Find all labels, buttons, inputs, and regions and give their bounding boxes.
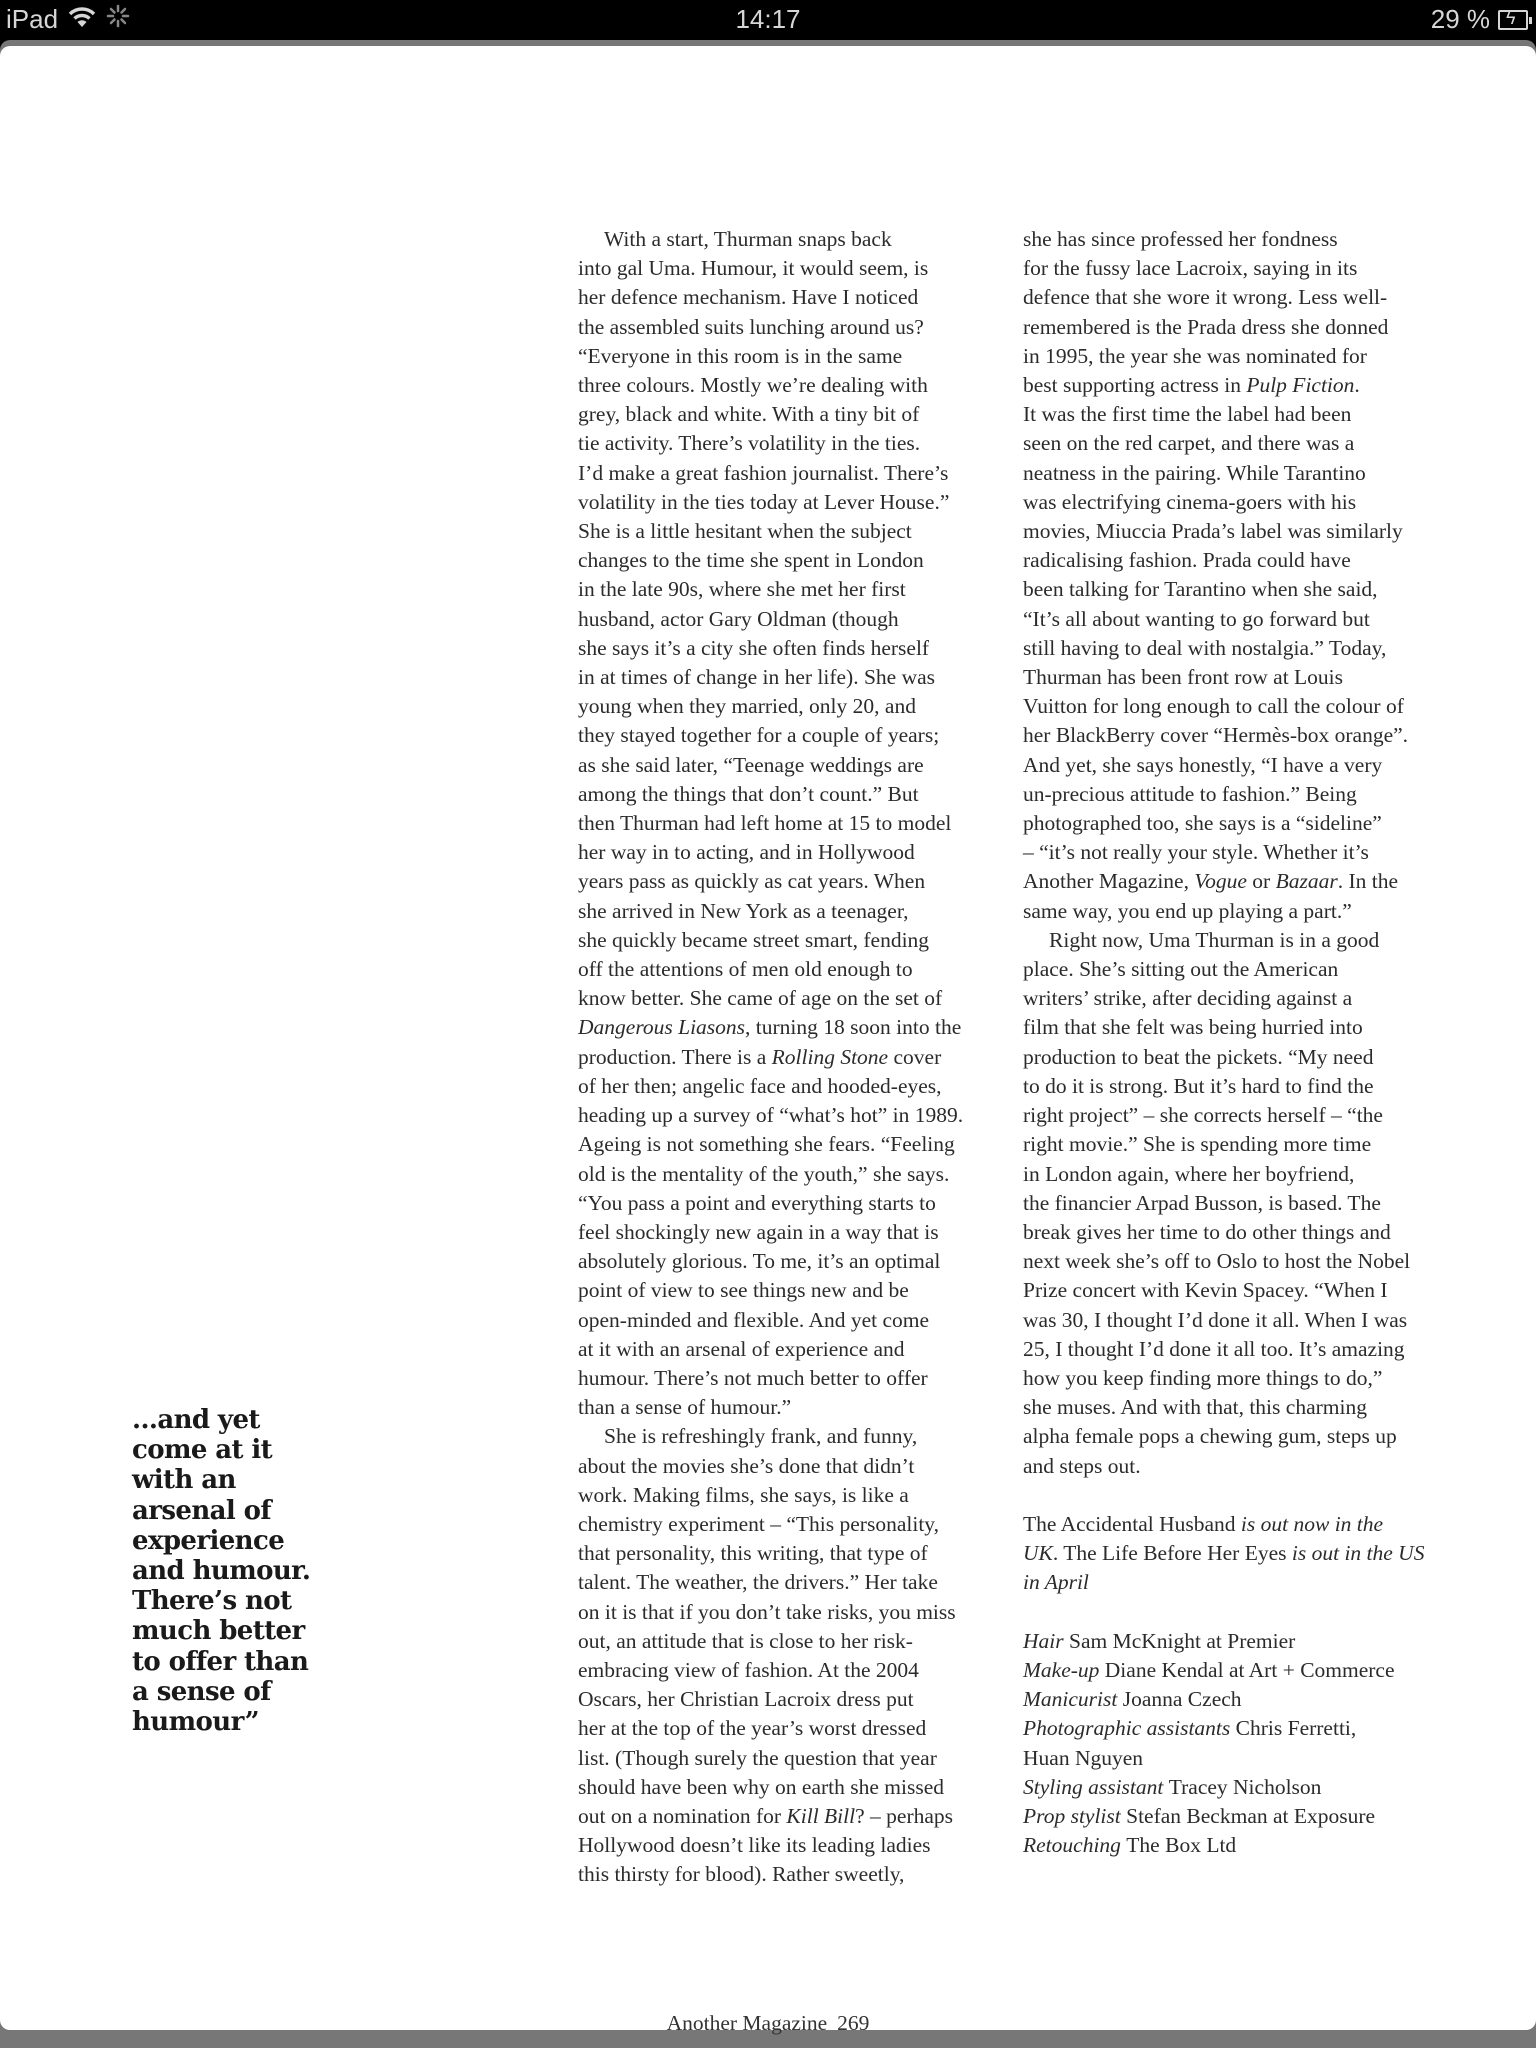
text-run: is out in the US xyxy=(1286,1541,1425,1566)
text-line xyxy=(1023,1452,1473,1481)
text-line xyxy=(1023,1218,1473,1247)
text-run: humour. There’s not much better to offer xyxy=(578,1365,928,1390)
text-run: Right now, Uma Thurman is in a good xyxy=(1049,927,1380,952)
text-line xyxy=(578,721,1018,750)
text-run: next week she’s off to Oslo to host the Nobel xyxy=(1023,1249,1411,1274)
text-line xyxy=(578,1160,1018,1189)
text-line xyxy=(578,1831,1018,1860)
text-run: her BlackBerry cover “Hermès-box orange”. xyxy=(1023,723,1409,748)
text-run: the assembled suits lunching around us? xyxy=(578,314,924,339)
text-line xyxy=(1023,751,1473,780)
pull-quote-line: ...and yet xyxy=(132,1405,260,1435)
credit-line xyxy=(1023,1773,1473,1802)
credit-role: Make-up xyxy=(1023,1657,1105,1682)
text-run: chemistry experiment – “This personality, xyxy=(578,1511,940,1536)
credits-list xyxy=(1023,1627,1473,1861)
pull-quote-line: experience xyxy=(132,1525,285,1556)
text-run: production. There is a xyxy=(578,1044,772,1069)
text-run: in at times of change in her life). She was xyxy=(578,665,936,690)
text-run: best supporting actress in xyxy=(1023,373,1247,398)
text-run: right project” – she corrects herself – “the xyxy=(1023,1103,1383,1128)
credit-name: Sam McKnight at Premier xyxy=(1069,1628,1296,1653)
credit-role: Styling assistant xyxy=(1023,1774,1169,1799)
film-title: . The Life Before Her Eyes xyxy=(1052,1541,1287,1566)
text-run: and steps out. xyxy=(1023,1453,1141,1478)
text-run: Hollywood doesn’t like its leading ladies xyxy=(578,1833,931,1858)
text-line xyxy=(578,1335,1018,1364)
text-line xyxy=(578,1218,1018,1247)
credit-line xyxy=(1023,1714,1473,1743)
text-line xyxy=(1023,254,1473,283)
text-line xyxy=(578,254,1018,283)
text-line xyxy=(1023,1276,1473,1305)
battery-level: 29 % xyxy=(1430,4,1490,34)
text-line xyxy=(578,897,1018,926)
text-run: or xyxy=(1246,869,1276,894)
text-line xyxy=(1023,1335,1473,1364)
release-note xyxy=(1023,1510,1473,1598)
text-run: than a sense of humour.” xyxy=(578,1395,792,1420)
text-line xyxy=(1023,488,1473,517)
credit-line xyxy=(1023,1802,1473,1831)
text-line xyxy=(578,984,1018,1013)
text-run: Vuitton for long enough to call the colour of xyxy=(1023,694,1404,719)
text-run: ? – perhaps xyxy=(855,1803,954,1828)
text-run: radicalising fashion. Prada could have xyxy=(1023,548,1351,573)
text-line xyxy=(578,780,1018,809)
text-line xyxy=(1023,634,1473,663)
publication-name: Another Magazine xyxy=(666,2011,828,2035)
text-run: then Thurman had left home at 15 to model xyxy=(578,811,952,836)
battery-charging-icon: ϟ xyxy=(1498,10,1528,30)
text-run: she says it’s a city she often finds herself xyxy=(578,635,930,660)
credit-role: Hair xyxy=(1023,1628,1069,1653)
text-run: movies, Miuccia Prada’s label was similarly xyxy=(1023,519,1403,544)
credit-name: The Box Ltd xyxy=(1126,1833,1237,1858)
pull-quote-line: come at it xyxy=(132,1435,273,1466)
text-line xyxy=(1023,400,1473,429)
text-run: feel shockingly new again in a way that is xyxy=(578,1219,939,1244)
text-run: place. She’s sitting out the American xyxy=(1023,957,1339,982)
text-run: photographed too, she says is a “sideline” xyxy=(1023,811,1382,836)
credit-role: Prop stylist xyxy=(1023,1803,1127,1828)
text-run: writers’ strike, after deciding against a xyxy=(1023,986,1353,1011)
text-run: Thurman has been front row at Louis xyxy=(1023,665,1344,690)
text-line xyxy=(1023,459,1473,488)
text-run: same way, you end up playing a part.” xyxy=(1023,898,1352,923)
text-run: on it is that if you don’t take risks, you miss xyxy=(578,1599,956,1624)
text-line xyxy=(1023,867,1473,896)
text-run: film that she felt was being hurried into xyxy=(1023,1015,1363,1040)
text-run: – “it’s not really your style. Whether it’s xyxy=(1023,840,1369,865)
text-line xyxy=(1023,1189,1473,1218)
text-run: embracing view of fashion. At the 2004 xyxy=(578,1657,919,1682)
text-line xyxy=(578,1510,1018,1539)
text-run: she has since professed her fondness xyxy=(1023,227,1338,251)
text-line xyxy=(578,838,1018,867)
text-run: “You pass a point and everything starts to xyxy=(578,1190,936,1215)
text-run: her defence mechanism. Have I noticed xyxy=(578,285,919,310)
text-line xyxy=(578,283,1018,312)
pull-quote-line: with an xyxy=(132,1465,236,1496)
text-run: I’d make a great fashion journalist. There’s xyxy=(578,460,949,485)
credit-line xyxy=(1023,1685,1473,1714)
page-frame xyxy=(0,40,1536,2048)
text-line xyxy=(1023,1422,1473,1451)
text-run: she quickly became street smart, fending xyxy=(578,927,930,952)
credit-name: Stefan Beckman at Exposure xyxy=(1126,1803,1376,1828)
film-title: The Accidental Husband xyxy=(1023,1511,1236,1536)
text-run: her way in to acting, and in Hollywood xyxy=(578,840,915,865)
page-footer xyxy=(0,2011,1536,2036)
pull-quote-line: a sense of xyxy=(132,1676,271,1707)
text-line xyxy=(578,1043,1018,1072)
text-line xyxy=(1023,1510,1473,1539)
credit-line xyxy=(1023,1656,1473,1685)
text-run: at it with an arsenal of experience and xyxy=(578,1336,905,1361)
text-line xyxy=(578,1130,1018,1159)
text-run: they stayed together for a couple of years; xyxy=(578,723,940,748)
text-line xyxy=(1023,1160,1473,1189)
credit-role: Retouching xyxy=(1023,1833,1127,1858)
text-run: in April xyxy=(1023,1570,1089,1595)
text-line xyxy=(578,342,1018,371)
credit-role: Photographic assistants xyxy=(1023,1716,1236,1741)
text-run: Another Magazine, xyxy=(1023,869,1195,894)
text-run: 25, I thought I’d done it all too. It’s amazing xyxy=(1023,1336,1405,1361)
text-line xyxy=(1023,926,1473,955)
text-line xyxy=(578,867,1018,896)
text-run: right movie.” She is spending more time xyxy=(1023,1132,1372,1157)
text-run: It was the first time the label had been xyxy=(1023,402,1352,427)
pull-quote-line: arsenal of xyxy=(132,1495,271,1526)
text-line xyxy=(1023,780,1473,809)
text-line xyxy=(578,751,1018,780)
credit-name: Chris Ferretti, xyxy=(1235,1716,1357,1741)
text-run: alpha female pops a chewing gum, steps up xyxy=(1023,1424,1397,1449)
text-line xyxy=(1023,809,1473,838)
text-line xyxy=(1023,838,1473,867)
text-run: talent. The weather, the drivers.” Her take xyxy=(578,1570,938,1595)
text-line xyxy=(578,546,1018,575)
text-line xyxy=(578,634,1018,663)
article-column-2 xyxy=(1023,225,1473,1860)
text-run: “It’s all about wanting to go forward but xyxy=(1023,606,1370,631)
text-run: out, an attitude that is close to her risk- xyxy=(578,1628,913,1653)
text-line xyxy=(578,225,1018,254)
text-line xyxy=(578,1714,1018,1743)
text-run: UK xyxy=(1023,1541,1053,1566)
text-line xyxy=(578,1773,1018,1802)
text-line xyxy=(1023,283,1473,312)
text-line xyxy=(578,1568,1018,1597)
text-run: production to beat the pickets. “My need xyxy=(1023,1044,1374,1069)
text-run: was 30, I thought I’d done it all. When I was xyxy=(1023,1307,1408,1332)
text-line xyxy=(1023,1072,1473,1101)
text-line xyxy=(578,1189,1018,1218)
status-bar xyxy=(0,0,1536,40)
text-run: of her then; angelic face and hooded-eyes, xyxy=(578,1073,942,1098)
text-run: been talking for Tarantino when she said, xyxy=(1023,577,1378,602)
text-line xyxy=(1023,1306,1473,1335)
text-run: her at the top of the year’s worst dressed xyxy=(578,1716,927,1741)
text-run: in the late 90s, where she met her first xyxy=(578,577,906,602)
magazine-page[interactable] xyxy=(0,46,1536,2035)
text-line xyxy=(578,371,1018,400)
text-run: seen on the red carpet, and there was a xyxy=(1023,431,1355,456)
text-line xyxy=(1023,897,1473,926)
text-line xyxy=(578,1860,1018,1889)
text-line xyxy=(578,1276,1018,1305)
text-run: in London again, where her boyfriend, xyxy=(1023,1161,1355,1186)
credit-line xyxy=(1023,1831,1473,1860)
text-line xyxy=(1023,955,1473,984)
article-column-1 xyxy=(578,225,1018,1890)
text-line xyxy=(578,1422,1018,1451)
credit-name: Tracey Nicholson xyxy=(1168,1774,1322,1799)
text-line xyxy=(578,1481,1018,1510)
text-line xyxy=(1023,605,1473,634)
text-line xyxy=(578,926,1018,955)
text-run: work. Making films, she says, is like a xyxy=(578,1482,909,1507)
text-run: to do it is strong. But it’s hard to find the xyxy=(1023,1073,1374,1098)
text-run: defence that she wore it wrong. Less well- xyxy=(1023,285,1388,310)
italic-title: Rolling Stone xyxy=(771,1044,889,1069)
text-run: for the fussy lace Lacroix, saying in its xyxy=(1023,256,1358,281)
text-run: Prize concert with Kevin Spacey. “When I xyxy=(1023,1278,1388,1303)
text-line xyxy=(1023,1247,1473,1276)
text-run: should have been why on earth she missed xyxy=(578,1774,945,1799)
text-line xyxy=(578,459,1018,488)
text-line xyxy=(578,313,1018,342)
credit-name: Diane Kendal at Art + Commerce xyxy=(1104,1657,1395,1682)
text-line xyxy=(1023,225,1473,254)
pull-quote-line: much better xyxy=(132,1616,305,1647)
text-run: point of view to see things new and be xyxy=(578,1278,909,1303)
text-run: “Everyone in this room is in the same xyxy=(578,343,903,368)
text-line xyxy=(1023,342,1473,371)
text-line xyxy=(578,1013,1018,1042)
text-run: young when they married, only 20, and xyxy=(578,694,916,719)
text-line xyxy=(578,955,1018,984)
text-run: She is a little hesitant when the subject xyxy=(578,519,912,544)
credit-role: Manicurist xyxy=(1023,1687,1123,1712)
text-line xyxy=(578,1598,1018,1627)
text-line xyxy=(578,1802,1018,1831)
text-run: cover xyxy=(888,1044,942,1069)
text-run: was electrifying cinema-goers with his xyxy=(1023,489,1357,514)
text-run: remembered is the Prada dress she donned xyxy=(1023,314,1389,339)
text-run: . xyxy=(1354,373,1360,398)
text-run: She is refreshingly frank, and funny, xyxy=(604,1424,918,1449)
text-line xyxy=(1023,1013,1473,1042)
text-line xyxy=(1023,692,1473,721)
text-run: changes to the time she spent in London xyxy=(578,548,924,573)
text-line xyxy=(578,605,1018,634)
text-line xyxy=(1023,429,1473,458)
text-run: un-precious attitude to fashion.” Being xyxy=(1023,781,1357,806)
text-line xyxy=(1023,546,1473,575)
text-run: With a start, Thurman snaps back xyxy=(604,227,892,251)
page-number: 269 xyxy=(837,2011,870,2035)
text-line xyxy=(578,1393,1018,1422)
text-run: know better. She came of age on the set of xyxy=(578,986,943,1011)
text-line xyxy=(1023,663,1473,692)
text-line xyxy=(1023,1539,1473,1568)
pull-quote-line: There’s not xyxy=(132,1586,292,1617)
device-name: iPad xyxy=(6,4,59,34)
text-run: years pass as quickly as cat years. When xyxy=(578,869,926,894)
pull-quote-line: humour” xyxy=(132,1707,259,1738)
text-run: break gives her time to do other things and xyxy=(1023,1219,1391,1244)
text-run: that personality, this writing, that type of xyxy=(578,1541,928,1566)
text-run: tie activity. There’s volatility in the ties. xyxy=(578,431,921,456)
pull-quote xyxy=(132,1405,352,1737)
text-run: heading up a survey of “what’s hot” in 1989. xyxy=(578,1103,964,1128)
text-run: three colours. Mostly we’re dealing with xyxy=(578,373,928,398)
text-run: is out now in the xyxy=(1235,1511,1384,1536)
text-run: husband, actor Gary Oldman (though xyxy=(578,606,899,631)
text-run: volatility in the ties today at Lever House.” xyxy=(578,489,950,514)
text-run: open-minded and flexible. And yet come xyxy=(578,1307,930,1332)
text-run: into gal Uma. Humour, it would seem, is xyxy=(578,256,929,281)
text-line xyxy=(1023,371,1473,400)
text-run: , turning 18 soon into the xyxy=(745,1015,962,1040)
text-run: And yet, she says honestly, “I have a very xyxy=(1023,752,1383,777)
text-run: she arrived in New York as a teenager, xyxy=(578,898,909,923)
text-run: off the attentions of men old enough to xyxy=(578,957,913,982)
credit-name: Joanna Czech xyxy=(1122,1687,1242,1712)
credit-name: Huan Nguyen xyxy=(1023,1745,1144,1770)
text-run: the financier Arpad Busson, is based. The xyxy=(1023,1190,1381,1215)
text-run: old is the mentality of the youth,” she says. xyxy=(578,1161,950,1186)
text-line xyxy=(578,488,1018,517)
text-run: Ageing is not something she fears. “Feeling xyxy=(578,1132,955,1157)
text-line xyxy=(578,1452,1018,1481)
text-line xyxy=(578,575,1018,604)
text-line xyxy=(578,1627,1018,1656)
text-run: absolutely glorious. To me, it’s an optimal xyxy=(578,1249,941,1274)
text-line xyxy=(578,692,1018,721)
italic-title: Pulp Fiction xyxy=(1246,373,1355,398)
text-run: how you keep finding more things to do,” xyxy=(1023,1365,1383,1390)
pull-quote-line: and humour. xyxy=(132,1556,311,1587)
text-run: grey, black and white. With a tiny bit of xyxy=(578,402,920,427)
text-line xyxy=(578,400,1018,429)
credit-line xyxy=(1023,1627,1473,1656)
text-line xyxy=(578,1072,1018,1101)
italic-title: Bazaar xyxy=(1275,869,1338,894)
text-line xyxy=(578,1744,1018,1773)
text-line xyxy=(578,1656,1018,1685)
text-run: as she said later, “Teenage weddings are xyxy=(578,752,924,777)
credit-line xyxy=(1023,1744,1473,1773)
text-line xyxy=(578,1306,1018,1335)
text-line xyxy=(1023,1568,1473,1597)
text-run: she muses. And with that, this charming xyxy=(1023,1395,1367,1420)
italic-title: Vogue xyxy=(1194,869,1247,894)
text-line xyxy=(1023,1393,1473,1422)
text-run: among the things that don’t count.” But xyxy=(578,781,919,806)
pull-quote-line: to offer than xyxy=(132,1646,309,1677)
text-run: neatness in the pairing. While Tarantino xyxy=(1023,460,1366,485)
text-line xyxy=(1023,984,1473,1013)
italic-title: Dangerous Liasons xyxy=(578,1015,746,1040)
text-line xyxy=(578,517,1018,546)
text-run: list. (Though surely the question that year xyxy=(578,1745,937,1770)
text-line xyxy=(1023,1101,1473,1130)
text-line xyxy=(1023,1364,1473,1393)
text-line xyxy=(578,429,1018,458)
bottom-bar xyxy=(0,2042,1536,2048)
text-run: still having to deal with nostalgia.” Today, xyxy=(1023,635,1387,660)
text-run: about the movies she’s done that didn’t xyxy=(578,1453,915,1478)
text-line xyxy=(1023,575,1473,604)
text-line xyxy=(1023,1043,1473,1072)
text-line xyxy=(578,1247,1018,1276)
text-line xyxy=(578,663,1018,692)
text-line xyxy=(578,1101,1018,1130)
text-line xyxy=(578,1685,1018,1714)
text-run: . In the xyxy=(1337,869,1398,894)
text-run: Oscars, her Christian Lacroix dress put xyxy=(578,1687,914,1712)
clock: 14:17 xyxy=(735,4,801,34)
text-run: out on a nomination for xyxy=(578,1803,787,1828)
text-line xyxy=(1023,721,1473,750)
text-line xyxy=(578,809,1018,838)
text-line xyxy=(578,1364,1018,1393)
text-line xyxy=(1023,1130,1473,1159)
text-line xyxy=(1023,313,1473,342)
text-line xyxy=(1023,517,1473,546)
italic-title: Kill Bill xyxy=(786,1803,856,1828)
text-line xyxy=(578,1539,1018,1568)
text-run: this thirsty for blood). Rather sweetly, xyxy=(578,1862,905,1887)
text-run: in 1995, the year she was nominated for xyxy=(1023,343,1367,368)
